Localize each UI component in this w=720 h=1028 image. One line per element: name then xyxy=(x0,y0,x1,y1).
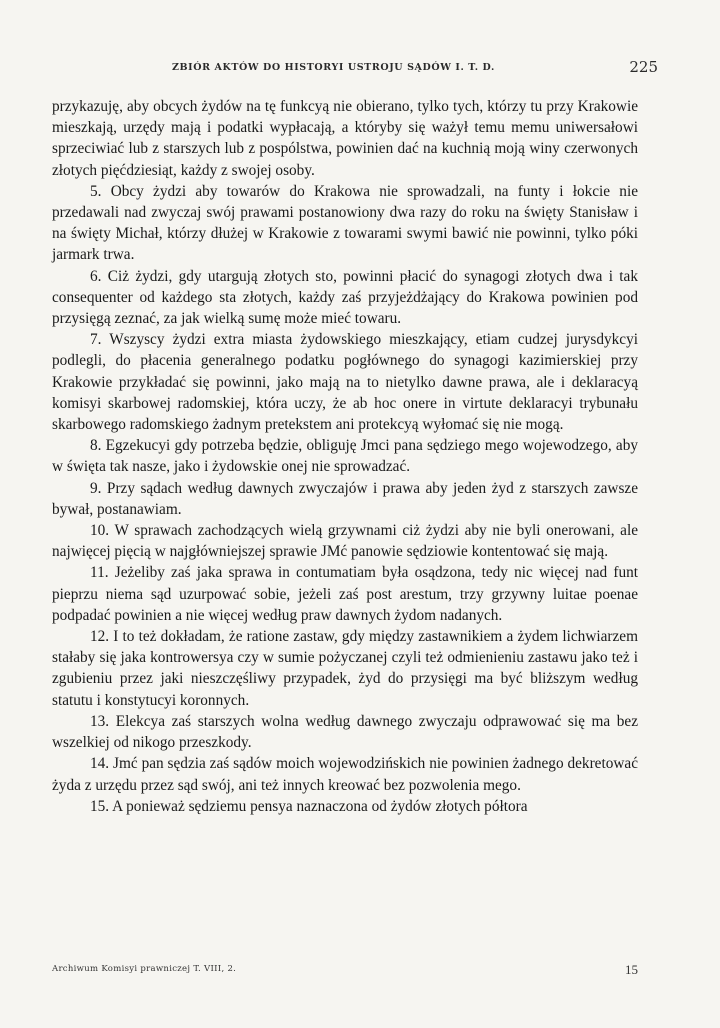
paragraph-12: 12. I to też dokładam, że ratione zastaw, gdy między zastawnikiem a żydem lichwiarzem stałaby się jaka kontrowersya czy w sumie pożyczanej czyli też odmienieniu zastawu jako też i zgubieniu przez jaki nieszczęśliwy przypadek, żyd do przysięgi ma być bliższym według statutu i konstytucyi koronnych. xyxy=(52,628,638,709)
paragraph-7: 7. Wszyscy żydzi extra miasta żydowskiego mieszkający, etiam cudzej jurysdykcyi podlegli, do płacenia generalnego podatku pogłównego do synagogi kazimierskiej przy Krakowie przykładać się powinni, jako mają na to nietylko dawne prawa, ale i deklaracyą komisyi skarbowej radomskiej, która uczy, że ab hoc onere in virtute deklaracyi trybunału skarbowego radomskiego żadnym pretekstem ani protekcyą wyłomać się nie mogą. xyxy=(52,331,638,434)
paragraph-5: 5. Obcy żydzi aby towarów do Krakowa nie sprowadzali, na funty i łokcie nie przedawali nad zwyczaj swój prawami postanowiony dwa razy do roku na święty Stanisław i na święty Michał, którzy dłużej w Krakowie z towarami swymi bawić nie powinni, tylko póki jarmark trwa. xyxy=(52,182,638,264)
paragraph-6: 6. Ciż żydzi, gdy utargują złotych sto, powinni płacić do synagogi złotych dwa i tak consequenter od każdego sta złotych, każdy zaś przyjeżdżający do Krakowa powinien pod przysięgą zeznać, za jak wielką sumę może mieć towaru. xyxy=(52,267,638,328)
paragraph-15: 15. A ponieważ sędziemu pensya naznaczona od żydów złotych półtora xyxy=(90,797,528,815)
page-number: 225 xyxy=(629,58,658,76)
signature-mark: 15 xyxy=(625,962,638,977)
paragraph-9: 9. Przy sądach według dawnych zwyczajów i prawa aby jeden żyd z starszych zawsze bywał, postanawiam. xyxy=(52,479,638,518)
page-footer xyxy=(52,962,638,982)
paragraph-continued: przykazuję, aby obcych żydów na tę funkcyą nie obierano, tylko tych, którzy tu przy Krakowie mieszkają, urzędy mają i podatki wypłacają, a któryby się ważył temu memu uniwersałowi sprzeciwiać lub z starszych lub z pospólstwa, powinien dać na kuchnią moją winy czerwonych złotych pięćdziesiąt, każdy z swojej osoby. xyxy=(52,98,638,179)
paragraph-13: 13. Elekcya zaś starszych wolna według dawnego zwyczaju odprawować się ma bez wszelkiej od nikogo przeszkody. xyxy=(52,712,638,752)
paragraph-8: 8. Egzekucyi gdy potrzeba będzie, obliguję Jmci pana sędziego mego wojewodzego, aby w święta tak nasze, jako i żydowskie onej nie sprowadzać. xyxy=(52,437,638,476)
paragraph-14: 14. Jmć pan sędzia zaś sądów moich wojewodzińskich nie powinien żadnego dekretować żyda z urzędu przez sąd swój, ani też innych kreować bez pozwolenia mego. xyxy=(52,755,638,794)
archive-note: Archiwum Komisyi prawniczej T. VIII, 2. xyxy=(52,964,237,974)
paragraph-11: 11. Jeżeliby zaś jaka sprawa in contumatiam była osądzona, tedy nic więcej nad funt pieprzu niema sąd uzurpować sobie, jeżeli zaś post arestum, trzy grzywny luitae poenae podpadać powinien a nie więcej według praw dawnych żydom nadanych. xyxy=(52,564,638,624)
page-header xyxy=(52,58,658,82)
running-title: ZBIÓR AKTÓW DO HISTORYI USTROJU SĄDÓW I. T. D. xyxy=(172,62,495,73)
paragraph-10: 10. W sprawach zachodzących wielą grzywnami ciż żydzi aby nie byli onerowani, ale najwięcej pięcią w najgłówniejszej sprawie JMć panowie sędziowie kontentować się mają. xyxy=(52,522,638,561)
body-text xyxy=(52,96,638,817)
